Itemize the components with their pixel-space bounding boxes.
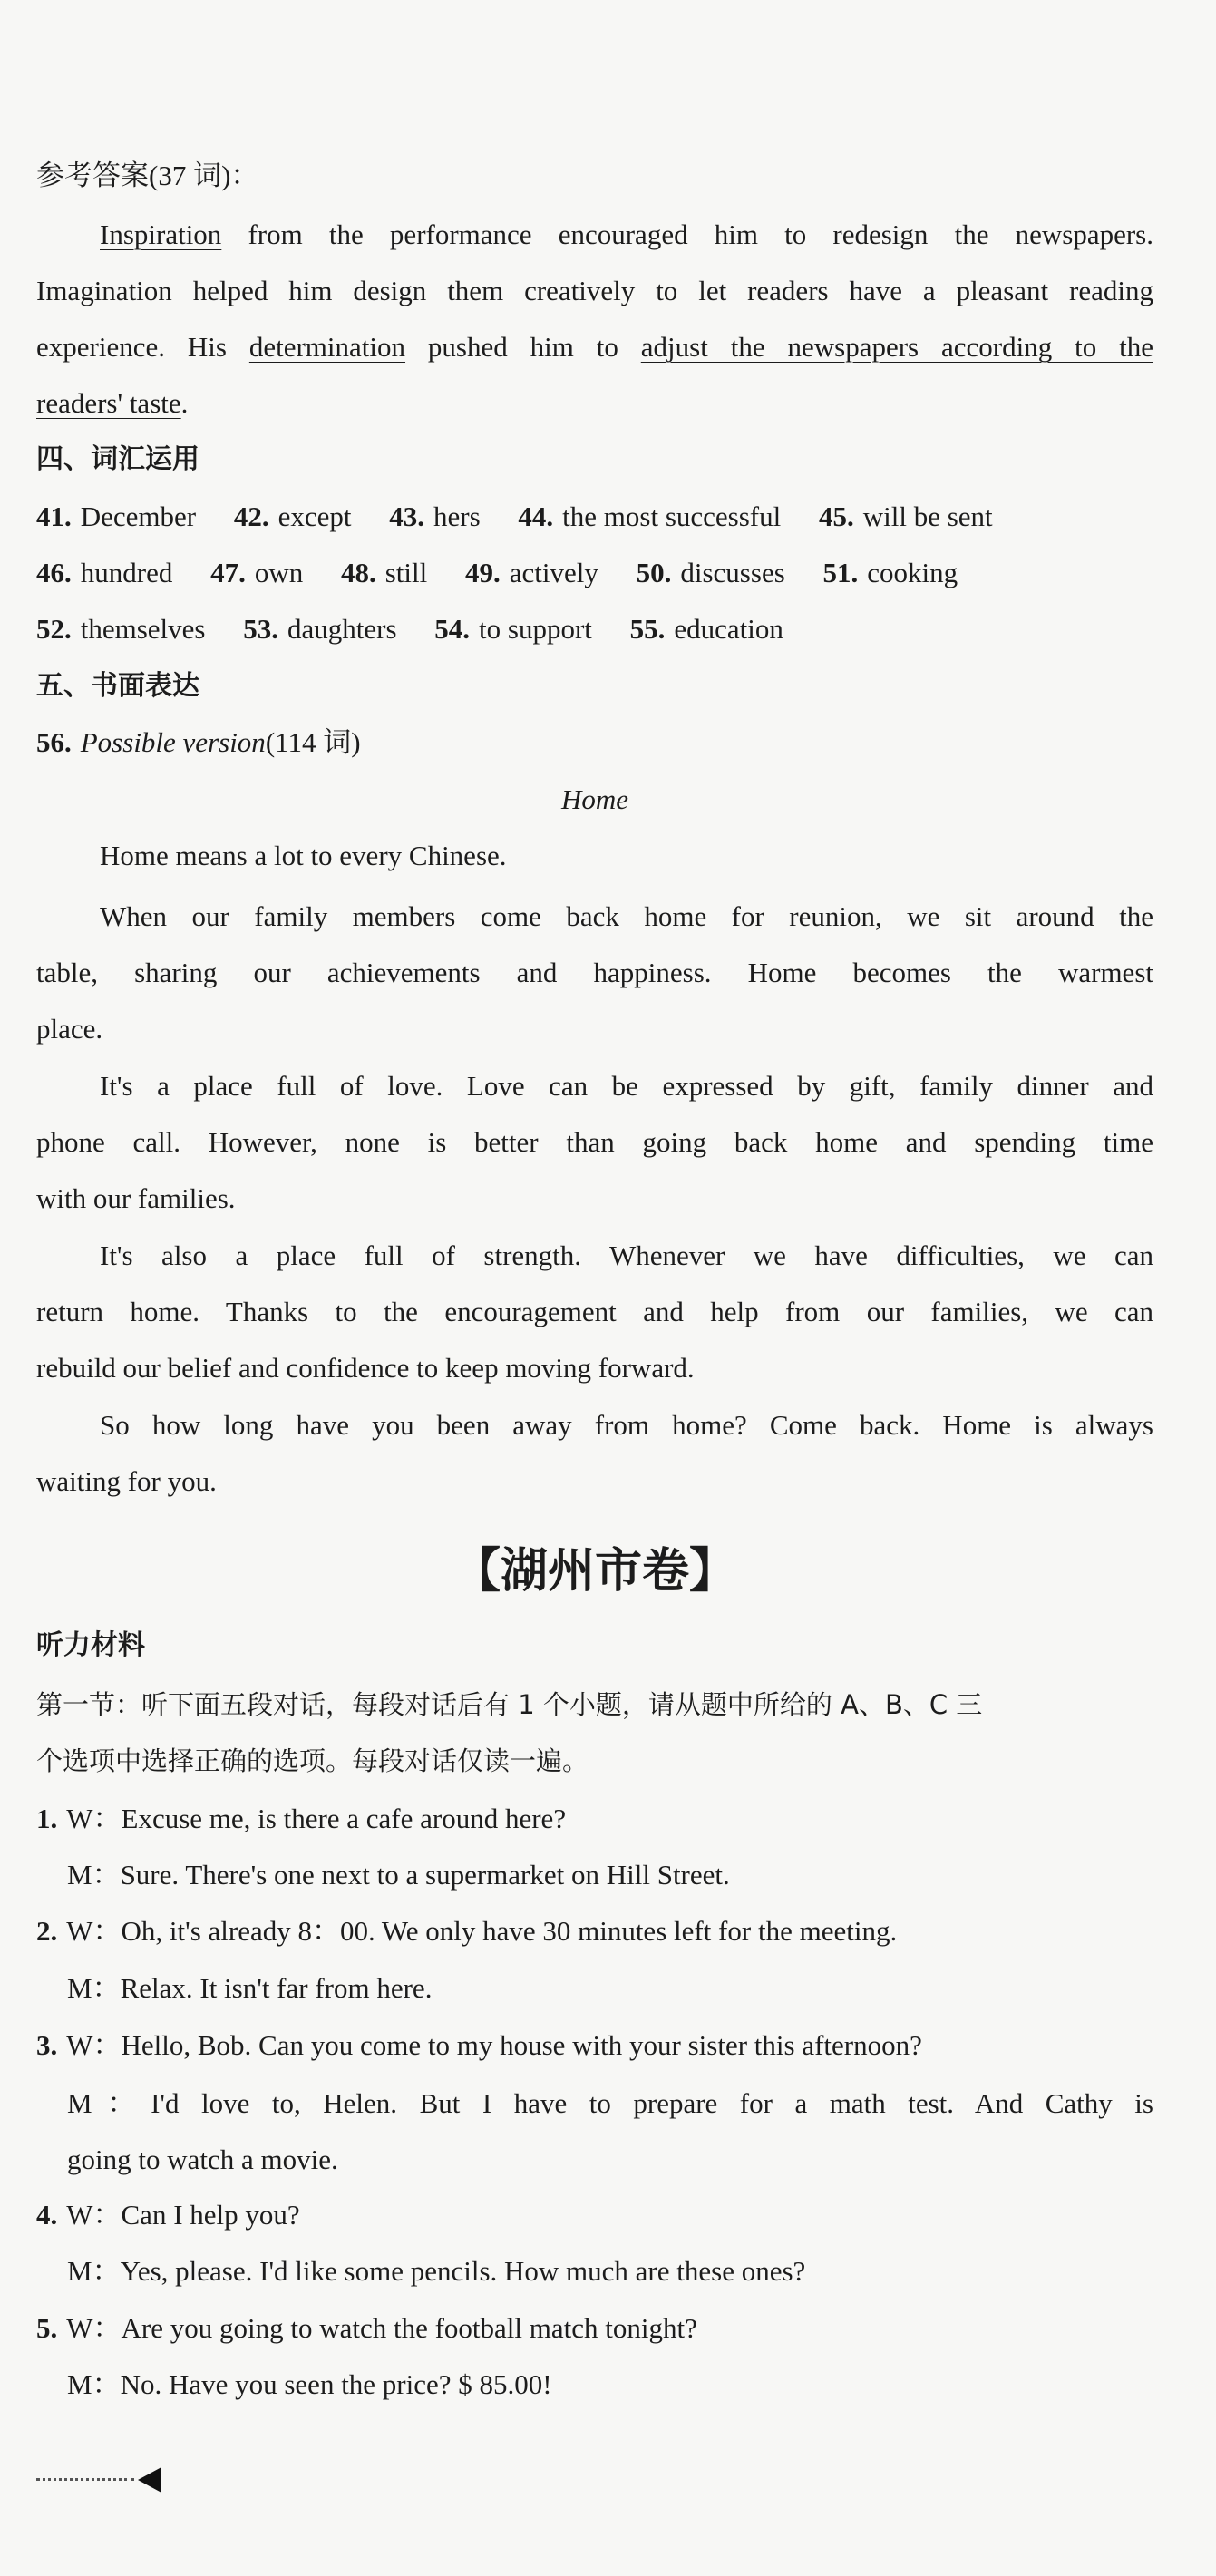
keyword-adjust: adjust the newspapers according to the [640,331,1153,363]
vocab-row-3 [36,611,783,647]
ref-text: pushed him to [405,331,641,363]
essay-line: When our family members come back home for reunion, we sit around the [100,900,1153,932]
answer: the most successful [562,501,782,532]
keyword-determination: determination [248,331,406,363]
essay-line: So how long have you been away from home? Come back. Home is always [100,1409,1153,1441]
keyword-imagination: Imagination [36,275,172,306]
dialogue-line: W：Oh, it's already 8：00. We only have 30 minutes left for the meeting. [66,1915,898,1947]
answer: will be sent [862,501,993,532]
q-number: 48. [340,557,376,588]
dialogue-3-w [36,2027,922,2064]
q-number: 50. [636,557,672,588]
ref-answer-heading: 参考答案(37 词)： [36,160,259,191]
vocab-heading: 四、词汇运用 [36,443,199,475]
ref-text: . [180,387,189,419]
dialogue-2-m: M：Relax. It isn't far from here. [67,1972,433,2004]
q-number: 42. [233,501,269,532]
q-number: 2. [36,1915,58,1947]
dialogue-line: W：Can I help you? [66,2199,300,2231]
dialogue-1-w [36,1801,566,1837]
essay-line: place. [36,1013,103,1045]
dialogue-4-w [36,2197,300,2233]
ref-text: helped him design them creatively to let readers have a pleasant reading [171,275,1153,306]
essay-title: Home [560,783,629,815]
ref-text: experience. His [36,331,249,363]
keyword-inspiration: Inspiration [100,219,222,250]
writing-heading: 五、书面表达 [36,670,199,702]
q-number: 3. [36,2029,58,2061]
essay-line: It's also a place full of strength. Whenever we have difficulties, we can [100,1239,1153,1271]
ref-answer-paragraph [36,207,1153,432]
dialogue-line: M：I'd love to, Helen. But I have to prepare for a math test. And Cathy is [67,2087,1153,2119]
q-number: 51. [822,557,859,588]
answer: to support [479,613,592,645]
dialogue-line: W：Excuse me, is there a cafe around here? [66,1803,567,1834]
q-number: 56. [36,726,72,758]
essay-paragraph-1: Home means a lot to every Chinese. [100,840,507,871]
dialogue-5-m: M：No. Have you seen the price? $ 85.00! [67,2368,552,2400]
essay-line: table, sharing our achievements and happiness. Home becomes the warmest [36,957,1153,988]
essay-paragraph-4 [36,1228,1153,1396]
q-number: 45. [819,501,854,532]
essay-paragraph-2 [36,889,1153,1057]
answer: hundred [80,557,173,588]
listening-heading: 听力材料 [36,1629,145,1661]
q-number: 41. [36,501,72,532]
answer: own [254,557,304,588]
dialogue-3-m [67,2075,1153,2188]
q-number: 5. [36,2312,58,2344]
dialogue-4-m: M：Yes, please. I'd like some pencils. How much are these ones? [67,2255,806,2287]
dialogue-5-w [36,2310,697,2347]
page-back-arrow-icon [138,2467,161,2493]
dialogue-1-m: M：Sure. There's one next to a supermarket on Hill Street. [67,1859,730,1891]
answer: cooking [867,557,958,588]
answer: actively [509,557,598,588]
q-number: 1. [36,1803,58,1834]
q-number: 53. [243,613,278,645]
section-title: 【湖州市卷】 [452,1544,736,1599]
essay-line: phone call. However, none is better than going back home and spending time [36,1126,1153,1158]
essay-line: rebuild our belief and confidence to keep moving forward. [36,1352,695,1384]
listening-intro-1: 第一节：听下面五段对话，每段对话后有 1 个小题，请从题中所给的 A、B、C 三 [36,1689,983,1720]
footer-dotted-line [36,2478,134,2481]
q-number: 46. [36,557,72,588]
q-number: 4. [36,2199,58,2231]
writing-question [36,724,361,761]
essay-line: with our families. [36,1182,236,1214]
answer: hers [433,501,481,532]
dialogue-line: W：Are you going to watch the football match tonight? [66,2312,697,2344]
q-number: 54. [434,613,471,645]
keyword-readers-taste: readers' taste [36,387,181,419]
dialogue-line: going to watch a movie. [67,2143,338,2175]
q-number: 44. [518,501,554,532]
answer: themselves [80,613,206,645]
essay-line: It's a place full of love. Love can be expressed by gift, family dinner and [100,1070,1153,1102]
essay-line: return home. Thanks to the encouragement and help from our families, we can [36,1296,1153,1327]
answer: still [384,557,428,588]
answer: daughters [287,613,397,645]
essay-paragraph-3 [36,1058,1153,1227]
q-number: 52. [36,613,72,645]
q-number: 55. [629,613,666,645]
answer: discusses [680,557,785,588]
q-number: 49. [465,557,501,588]
vocab-row-2 [36,555,958,591]
answer: education [674,613,783,645]
essay-line: waiting for you. [36,1465,217,1497]
dialogue-2-w [36,1913,897,1949]
q-number: 43. [389,501,425,532]
possible-version-label: Possible version [80,726,266,758]
word-count: (114 词) [265,726,361,758]
listening-intro-2: 个选项中选择正确的选项。每段对话仅读一遍。 [36,1745,589,1776]
answer: except [277,501,352,532]
q-number: 47. [210,557,246,588]
dialogue-line: W：Hello, Bob. Can you come to my house with your sister this afternoon? [66,2029,922,2061]
essay-paragraph-5 [36,1397,1153,1510]
answer: December [80,501,197,532]
vocab-row-1 [36,499,993,535]
ref-text: from the performance encouraged him to redesign the newspapers. [221,219,1153,250]
